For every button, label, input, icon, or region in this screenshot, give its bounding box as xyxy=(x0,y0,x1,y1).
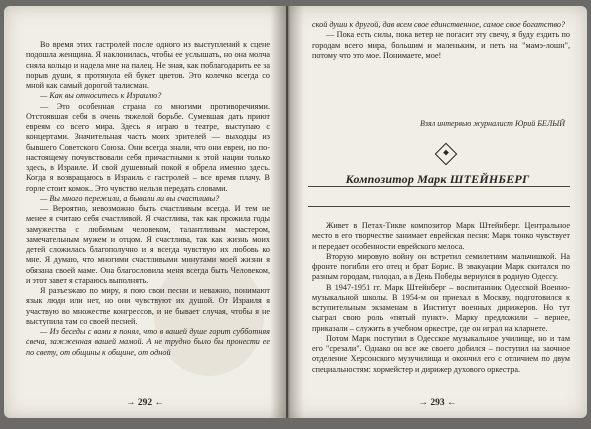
ornament-icon xyxy=(435,143,458,166)
page-number: → 293 ← xyxy=(418,398,457,408)
divider xyxy=(308,206,570,207)
interviewer-credit: Взял интервью журналист Юрий БЕЛЫЙ xyxy=(420,119,565,128)
paragraph: — Это особенная страна со многими противоречиями. Отстоявшая себя в очень тяжелой борьбе. Сумевшая дать приют евреям со всего мира. Здесь я играю в театре, выступаю с концертами. Значительная часть моих зрителей — выходцы из бывшего Советского Союза. Они всегда знали, что они евреи, но по-настоящему почувствовали себя причастными к этой нации только здесь, в Израиле. И свой душевный покой я обрела именно здесь. Когда я возвращаюсь в Израиль с гастролей – все время плачу. В горле стоит комок.. Это чувство нельзя передать словами. xyxy=(26,101,270,193)
paragraph: Живет в Петах-Тикве композитор Марк Штейнберг. Центральное место в его творчестве занимает еврейская песня: Марк тонко чувствует и передает особенности еврейского мелоса. xyxy=(312,221,570,251)
interview-question: — Как вы относитесь к Израилю? xyxy=(40,91,162,101)
interview-question: ской души к другой, дав всем свое единственное, самое свое богатство? xyxy=(312,20,566,29)
paragraph: — Пока есть силы, пока ветер не погасит эту свечу, я буду ездить по городам всего мира, большим и маленьким, и петь на "мамэ-лошн", потому что это мое. Понимаете, мое! xyxy=(312,30,570,60)
page-number: → 292 ← xyxy=(126,398,164,408)
left-page xyxy=(4,6,286,418)
interview-question: — Вы много пережили, а бывали ли вы счастливы? xyxy=(40,193,220,203)
left-text-column xyxy=(26,40,270,358)
paragraph: В 1947-1951 гг. Марк Штейнберг – воспитанник Одесской Военно-музыкальной школы. В 1954-м он приехал в Москву, подготовился к вступительным экзаменам в Институт военных дирижеров. Но тут сыграл свою роль «пятый пункт». Марку предложили – вернее, приказали – служить в учебном оркестре, где он играл на кларнете. xyxy=(312,282,570,333)
paragraph: Во время этих гастролей после одного из выступлений к сцене подошла женщина. Я наклонилась, чтобы ее услышать, но она молча сняла кольцо и надела мне на палец. Не зная, как поблагодарить ее за порыв души, я протянула ей букет цветов. Это колечко всегда со мной как самый дорогой талисман. xyxy=(26,40,270,90)
article-title: Композитор Марк ШТЕЙНБЕРГ xyxy=(345,172,530,186)
paragraph: Вторую мировую войну он встретил семилетним мальчишкой. На фронте погибли его отец и брат Борис. В эвакуации Марк скитался по разным городам, голодал, а в День Победы вернулся в родную Одессу. xyxy=(312,251,570,282)
right-text-column xyxy=(312,221,570,375)
interview-question: — Из беседы с вами я понял, что в вашей душе горит субботняя свеча, зажженная вашей мамой. А не трудно было бы пронести ее по свету, от общины к общине, от одной xyxy=(26,327,270,357)
paragraph: — Вероятно, невозможно быть счастливым всегда. И тем не менее я считаю себя счастливой. Я счастлива, так как прожила годы замужества с любимым человеком, талантливым мастером, замечательным мужем и отцом. Я счастлива, так как жизнь моих детей сложилась благополучно и я всегда чувствую их любовь ко мне. Я думаю, что многими счастливыми минутами моей жизни я обязана своей маме. Она благословила меня всегда быть Человеком, и этот завет я стараюсь выполнять. xyxy=(26,204,270,285)
paragraph: Потом Марк поступил в Одесское музыкальное училище, но и там его "срезали". Однако он все же своего добился – поступил на заочное отделение Херсонского музучилища и окончил его с отличием по двум специальностям: хормейстер и дирижер духового оркестра. xyxy=(312,333,570,374)
right-top-column xyxy=(312,20,570,61)
paragraph: Я разъезжаю по миру, я пою свои песни и неважно, понимают язык люди или нет, но они чувствуют их душой. От Израиля я участвую во множестве конгрессов, и не бывает случая, чтобы я не выступила там со своей песней. xyxy=(26,286,270,326)
right-page xyxy=(288,6,587,418)
